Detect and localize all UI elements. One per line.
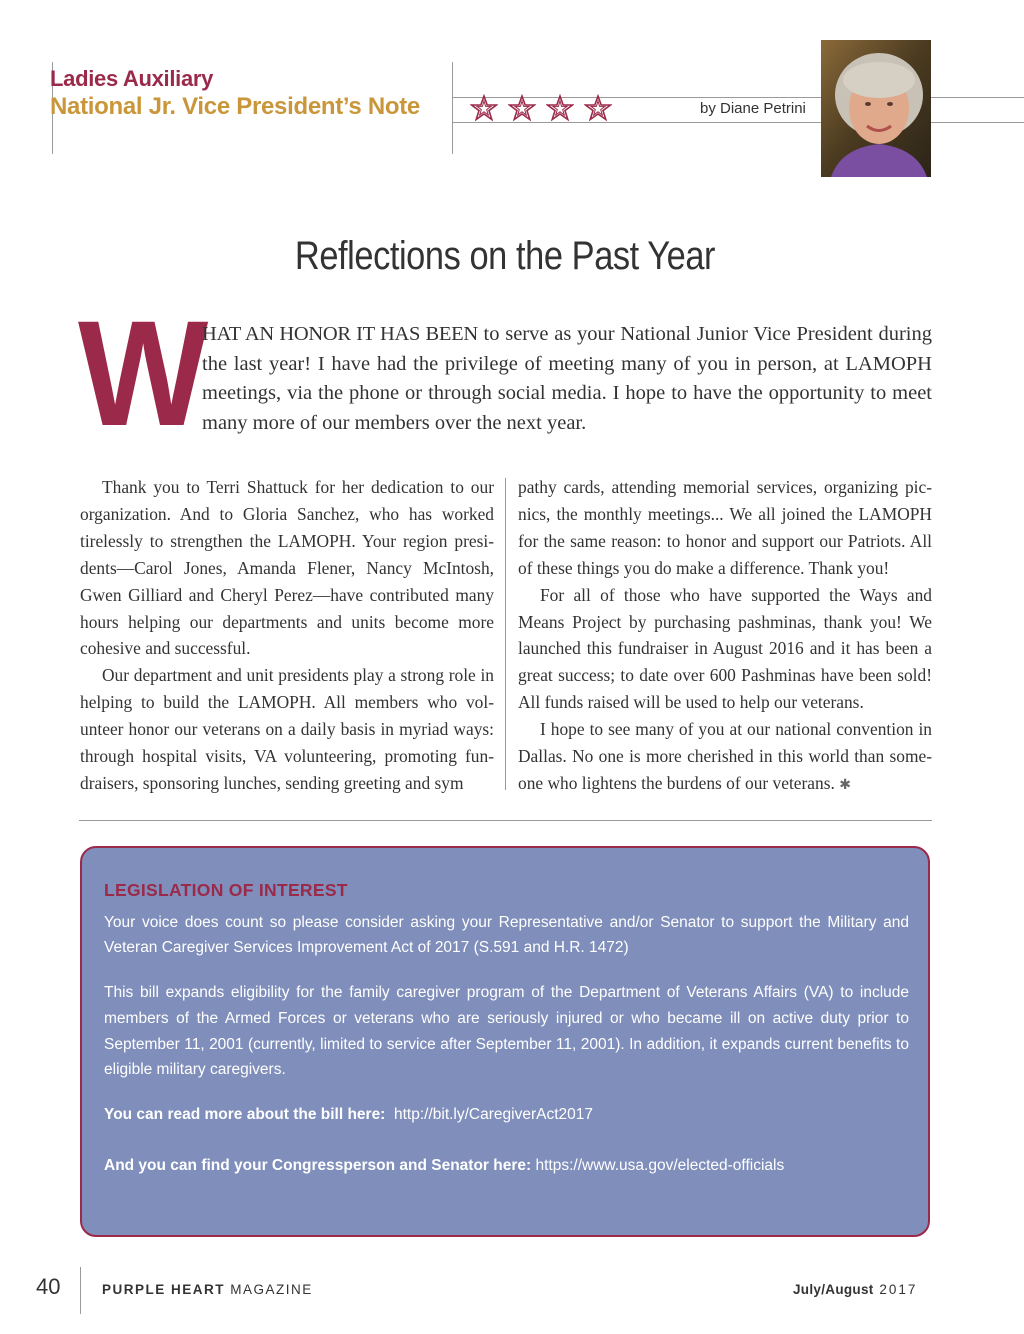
article-title: Reflections on the Past Year: [294, 234, 716, 278]
intro-paragraph: [202, 320, 932, 438]
page-number: 40: [36, 1274, 61, 1299]
author-photo: [821, 40, 931, 177]
star-icon: [546, 94, 574, 122]
closing-text: I hope to see many of you at our national convention in Dallas. No one is more cherished in this world than someone who lightens the burdens of our veterans.: [518, 719, 932, 793]
issue-date: [793, 1282, 917, 1297]
body-paragraph: For all of those who have supported the Ways and Means Project by purchasing pashminas, thank you! We launched this fundraiser in August 2016 and it has been a great success; to date over 600 Pashminas have been sold! All funds raised will be used to help our veterans.: [518, 584, 932, 713]
body-paragraph: Thank you to Terri Shattuck for her dedication to our organization. And to Gloria Sanchez, who has worked tirelessly to strengthen the LAMOPH. Your region presidents—Carol Jones, Amanda Flener, Nancy McIntosh, Gwen Gilliard and Cheryl Perez—have contributed many hours helping our departments and units become more cohesive and successful.: [80, 477, 494, 659]
legislation-description: This bill expands eligibility for the family caregiver program of the Department of Veterans Affairs (VA) to include members of the Armed Forces or veterans who are seriously injured or who became ill on active duty prior to September 11, 2001 (currently, limited to service after September 11, 2001). In addition, it expands current benefits to eligible military caregivers.: [104, 984, 909, 1079]
byline: by Diane Petrini: [700, 100, 806, 117]
issue-months: July/August: [793, 1282, 874, 1297]
read-more-line: [104, 1102, 909, 1128]
header-bottom-rule-right: [931, 122, 1024, 123]
intro-caps: HAT AN HONOR IT HAS BEEN: [202, 323, 478, 345]
section-label: Ladies Auxiliary: [50, 66, 214, 91]
column-title: National Jr. Vice President’s Note: [50, 93, 420, 120]
drop-cap: W: [78, 289, 203, 457]
intro-text: to serve as your National Junior Vice President during the last year! I have had the privilege of meeting many of you in person, at LAMOPH meetings, via the phone or through social media. I hope to have the opportunity to meet many more of our members over the next year.: [202, 323, 933, 434]
body-paragraph: Our department and unit presidents play a strong role in helping to build the LAMOPH. All members who volunteer honor our veterans on a daily basis in myriad ways: through hospital visits, VA volunteering, promoting fundraisers, sponsoring lunches, sending greeting and sym: [80, 665, 494, 793]
issue-year: 2017: [873, 1282, 918, 1297]
find-officials-label: And you can find your Congressperson and Senator here:: [104, 1156, 532, 1174]
magazine-name-rest: MAGAZINE: [225, 1282, 313, 1297]
star-icon: [470, 94, 498, 122]
body-paragraph: pathy cards, attending memorial services, organizing picnics, the monthly meetings... We all joined the LAMOPH for the same reason: to honor and support our Patriots. All of these things you do make a difference. Thank you!: [518, 477, 932, 578]
read-more-link[interactable]: http://bit.ly/CaregiverAct2017: [393, 1105, 594, 1123]
find-officials-line: [104, 1153, 909, 1179]
legislation-intro: Your voice does count so please consider asking your Representative and/or Senator to support the Military and Veteran Caregiver Services Improvement Act of 2017 (S.591 and H.R. 1472): [104, 913, 909, 957]
right-column: [518, 474, 932, 800]
find-officials-link[interactable]: https://www.usa.gov/elected-officials: [535, 1156, 785, 1174]
column-divider: [505, 478, 506, 790]
star-icon: [584, 94, 612, 122]
legislation-title: LEGISLATION OF INTEREST: [104, 880, 348, 900]
star-icon: [508, 94, 536, 122]
read-more-label: You can read more about the bill here:: [104, 1105, 386, 1123]
footer-divider: [80, 1267, 81, 1314]
header-mid-rule: [452, 62, 453, 154]
legislation-box: [80, 846, 930, 1237]
left-column: [80, 474, 494, 797]
body-paragraph: [518, 716, 932, 800]
header-bottom-rule: [452, 122, 821, 123]
end-mark-icon: ✱: [839, 777, 851, 793]
magazine-name: [102, 1282, 313, 1297]
magazine-name-bold: PURPLE HEART: [102, 1282, 226, 1297]
star-row: [470, 94, 612, 122]
header-top-rule-right: [931, 97, 1024, 98]
section-rule: [79, 820, 932, 821]
